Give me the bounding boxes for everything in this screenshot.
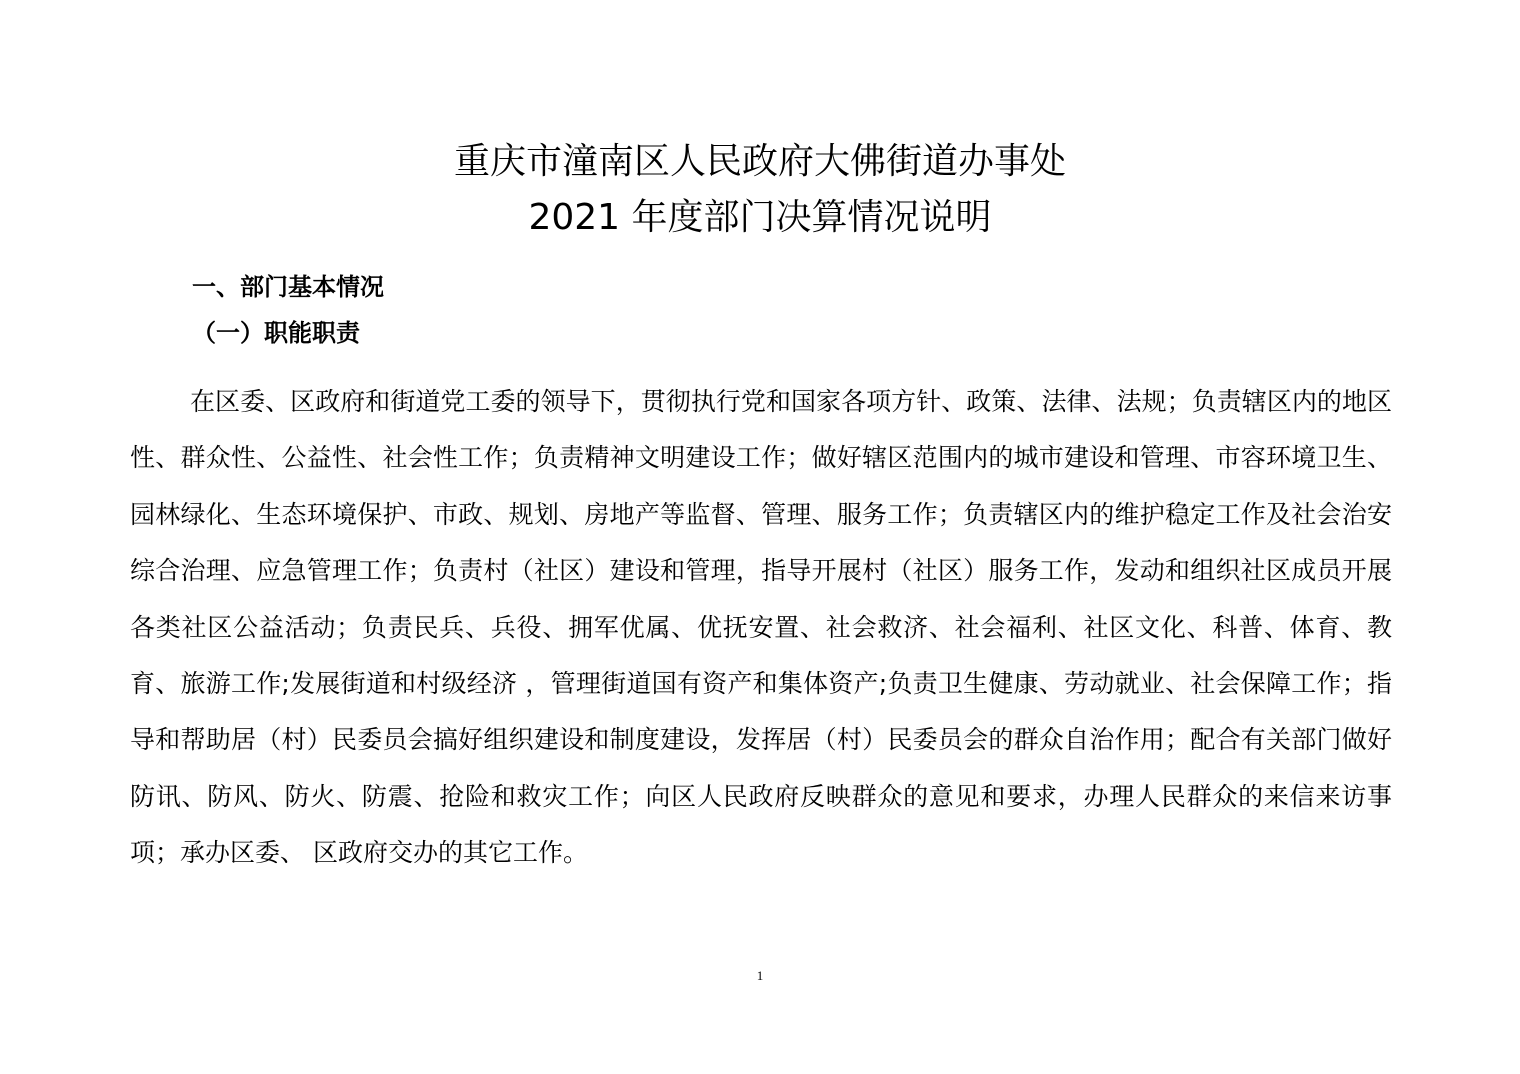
page-number: 1 <box>756 968 764 983</box>
document-title-line1: 重庆市潼南区人民政府大佛街道办事处 <box>453 141 1066 182</box>
body-paragraph: 在区委、区政府和街道党工委的领导下，贯彻执行党和国家各项方针、政策、法律、法规；负责辖区内的地区性、群众性、公益性、社会性工作；负责精神文明建设工作；做好辖区范围内的城市建设和管理、市容环境卫生、园林绿化、生态环境保护、市政、规划、房地产等监督、管理、服务工作；负责辖区内的维护稳定工作及社会治安综合治理、应急管理工作；负责村（社区）建设和管理，指导开展村（社区）服务工作，发动和组织社区成员开展各类社区公益活动；负责民兵、兵役、拥军优属、优抚安置、社会救济、社会福利、社区文化、科普、体育、教育、旅游工作;发展街道和村级经济 ，管理街道国有资产和集体资产;负责卫生健康、劳动就业、社会保障工作；指导和帮助居（村）民委员会搞好组织建设和制度建设，发挥居（村）民委员会的群众自治作用；配合有关部门做好防讯、防风、防火、防震、抢险和救灾工作；向区人民政府反映群众的意见和要求，办理人民群众的来信来访事项；承办区委、 区政府交办的其它工作。 <box>130 387 1392 868</box>
subsection-heading: （一）职能职责 <box>192 319 360 347</box>
section-heading: 一、部门基本情况 <box>192 273 384 301</box>
document-title-line2: 2021 年度部门决算情况说明 <box>528 197 992 238</box>
